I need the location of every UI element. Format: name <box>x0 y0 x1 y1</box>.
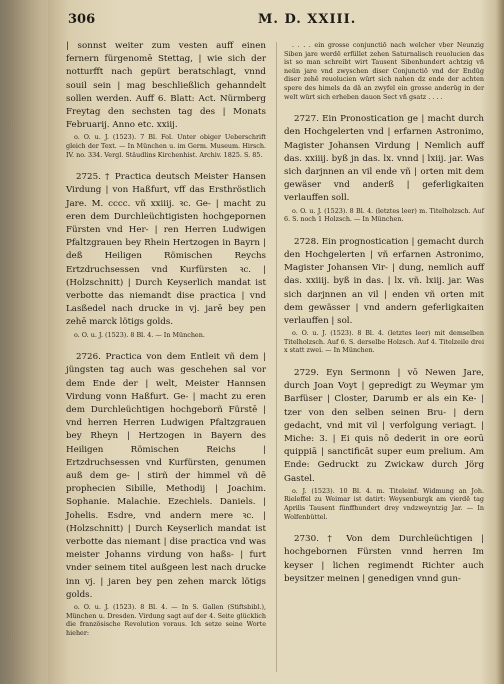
bibliographic-note: o. O. u. J. (1523). 8 Bl. 4. (letztes leer) m. Titelholzsch. Auf 6. S. noch 1 Holzsch. — In München. <box>284 206 484 224</box>
continued-note: . . . . ein grosse conjunctiō nach welcher vber Neunzig Siben jare werdē erfüllet zehen Saturnalisch reuolucien das ist so man schreibt wirt Tausent Sibenhundert achtzig vñ neün jare vnd zwyschen diser Conjunctiō vnd der Endūg diser zehē reuolucien würt sich nahen dz ende der achten spere des himels da dā an zwyfel ein grosse anderūg in der welt würt sich erheben dauon Sect vñ gsatz . . . . <box>284 41 484 101</box>
entry-text: 2727. Ein Pronostication ge | macht durch den Hochgelerten vnd | erfarnen Astronimo, Magister Johansen Virdung | Nemlich auff das. xxiiij. byß jn das. lx. vnnd | lxiij. jar. Was sich darjnnen an vil ende vñ | orten mit dem gewäser vnd anderß | geferligkaiten verlauffen soll. <box>284 114 484 204</box>
right-column <box>284 40 484 586</box>
column-divider <box>276 42 277 672</box>
bibliographic-note: o. J. (1523). 10 Bl. 4. m. Titeleinf. Widmung an Joh. Rieleffel zu Weimar ist datirt: Weysenburgk am vierdē tag Aprilis Tausent fünffhundert drey vndzweyntzig Jar. — In Wolfenbüttel. <box>284 486 484 521</box>
entry-text: 2728. Ein prognostication | gemacht durch den Hochgelerten | vñ erfarnen Astronimo, Magister Johansen Vir- | dung, nemlich auff das. xxiiij. byß in das. | lx. vñ. lxiij. jar. Was sich darjnnen an vil | enden vñ orten mit dem gewässer | vnd andern geferligkaiten verlauffen | sol. <box>284 236 484 326</box>
entry-text: 2726. Practica von dem Entleit vñ dem | jüngsten tag auch was geschehen sal vor dem Ende der | welt, Meister Hannsen Virdung vonn Haßfurt. Ge- | macht zu eren dem Durchleüchtigen hochgeborñ Fürstē | vnd herren Herren Ludwigen Pfaltzgrauen bey Rheyn | Hertzogen in Bayern des Heiligen Römischen Reichs | Ertzdruchsessen vnd Kurfürsten, genumen auß dem ge- | stirñ der himmel vñ dē prophecien Sibille, Methodij | Joachim. Sophanie. Malachie. Ezechiels. Daniels. | Johelis. Esdre, vnd andern mere ꝛc. | (Holzschnitt) | Durch Keyserlich mandat ist verbotte das niemant | dise practica vnd was meister Johanns virdung von haßs- | furt vnder seinem titel außgeen lest nach drucke inn vj. | jaren bey pen zehen marck lötigs golds. <box>66 352 266 600</box>
book-gutter <box>0 0 48 684</box>
page-number: 306 <box>68 12 96 27</box>
running-title: M. D. XXIII. <box>258 12 357 27</box>
entry-text: 2725. † Practica deutsch Meister Hansen Virdung | von Haßfurt, vff das Ersthröstlich Jare. M. cccc. vñ xxiiij. ꝛc. Ge- | macht zu eren dem Durchleüchtigisten hochgepornen Fürsten vnd Her- | ren Herren Ludwigen Pfaltzgrauen bey Rhein Hertzogen in Bayrn | deß Heiligen Römischen Reychs Ertzdruchsessen vnd Kurfürsten ꝛc. | (Holzschnitt) | Durch Keyserlich mandat ist verbotte das niemandt dise practica | vnd Lasßedel nach drucke in vj. jarē bey pen zehē marck lötigs golds. <box>66 172 266 328</box>
page <box>62 6 494 678</box>
bibliographic-note: o. O. u. J. (1523). 8 Bl. 4. (letztes leer) mit demselben Titelholzsch. Auf 6. S. derselbe Holzsch. Auf 4. Titelzeile drei x statt zwei. — In München. <box>284 329 484 355</box>
continued-entry-text: | sonnst weiter zum vesten auff einen fernern fürgenomē Stettag, | wie sich der notturfft nach gepürt beratschlagt, vnnd souil sein | mag beschließlich gehanndelt sollen werden. Auff 6. Blatt: Act. Nürmberg Freytag den sechsten tag des | Monats Februarij. Anno etc. xxiij. <box>66 41 266 131</box>
left-column <box>66 40 266 637</box>
bibliographic-note: o. O. u. J. (1523). 8 Bl. 4. — In S. Gallen (Stiftsbibl.), München u. Dresden. Virdung sagt auf der 4. Seite glücklich die französische Revolution voraus. Ich setze seine Worte hieher: <box>66 603 266 637</box>
running-header <box>62 12 494 30</box>
entry-text: 2730. † Von dem Durchleüchtigen | hochgebornen Fürsten vnnd herren Im keyser | lichen regimendt Richter auch beysitzer meinen | genedigen vnnd gun- <box>284 534 484 584</box>
bibliographic-note: o. O. u. J. (1523). 8 Bl. 4. — In München. <box>74 330 205 339</box>
bibliographic-note: o. O. u. J. (1523). 7 Bl. Fol. Unter obiger Ueberschrift gleich der Text. — In München u. im Germ. Museum. Hirsch. IV. no. 334. Vergl. Stäudlins Kirchenhist. Archiv. 1825. S. 85. <box>66 133 266 159</box>
entry-text: 2729. Eyn Sermonn | vō Newen Jare, durch Joan Voyt | gepredigt zu Weymar ym Barfüser | Closter, Darumb er als ein Ke- | tzer von den selben seinen Bru- | dern gedacht, vnd mit vil | verfolgung veriagt. | Miche: 3. | Ei quis nō dederit in ore eorū quippiā | sanctificāt super eum prelium. Am Ende: Gedruckt zu Zwickaw durch Jörg Gastel. <box>284 367 484 484</box>
